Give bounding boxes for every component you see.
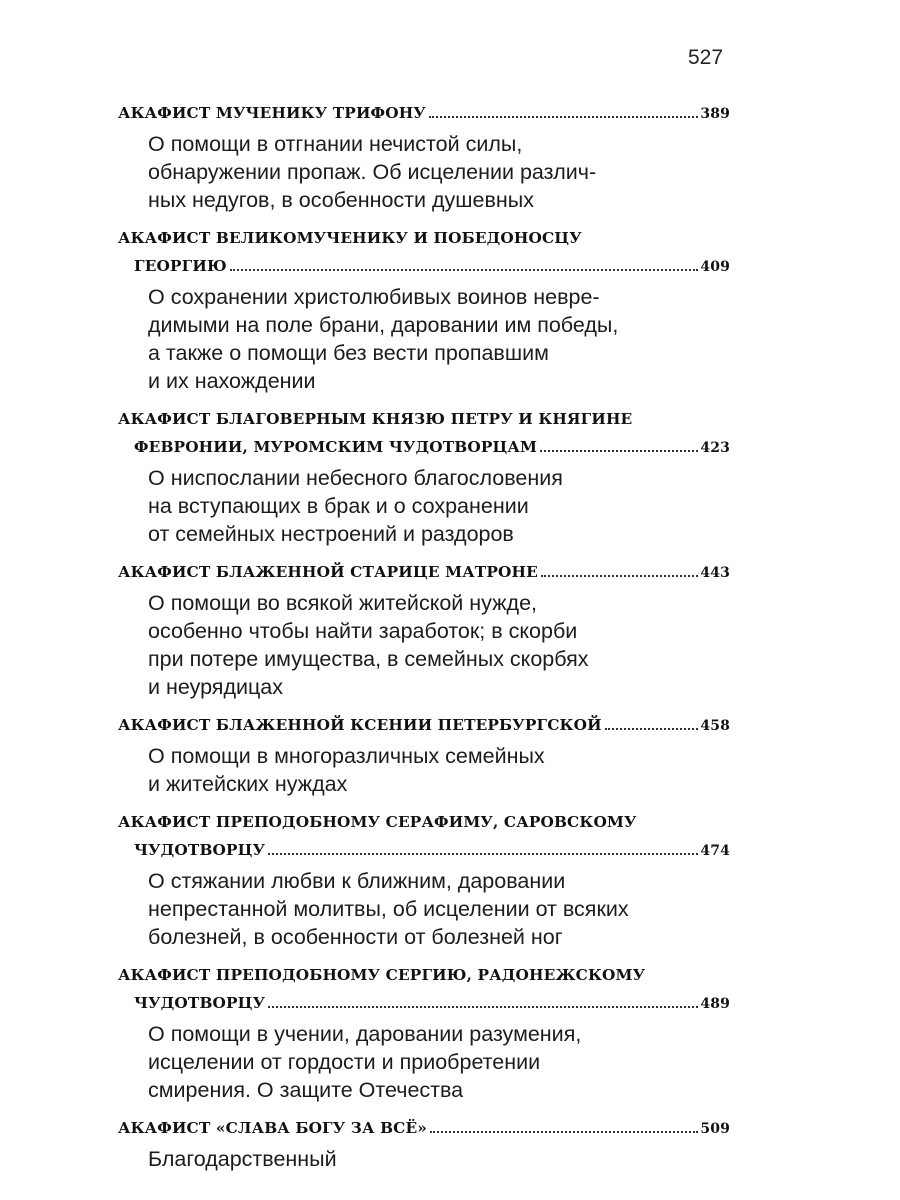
dot-leader — [540, 450, 698, 452]
dot-leader — [541, 575, 698, 577]
dot-leader — [268, 1006, 698, 1008]
entry-title-line[interactable] — [118, 558, 730, 587]
dot-leader — [230, 269, 699, 271]
toc-entry — [118, 711, 730, 798]
entry-description — [118, 130, 730, 214]
description-line: О сохранении христолюбивых воинов невре- — [148, 285, 600, 309]
description-line: от семейных нестроений и раздоров — [148, 522, 514, 546]
entry-description — [118, 867, 730, 951]
toc-entry — [118, 405, 730, 548]
entry-title-continued: ГЕОРГИЮ — [134, 257, 227, 275]
toc-entry — [118, 808, 730, 951]
entry-description — [118, 742, 730, 798]
entry-page-number: 443 — [700, 565, 730, 581]
entry-page-number: 389 — [700, 106, 730, 122]
entry-title[interactable]: АКАФИСТ БЛАГОВЕРНЫМ КНЯЗЮ ПЕТРУ И КНЯГИНЕ — [118, 410, 633, 428]
toc-entry — [118, 1114, 730, 1173]
entry-description — [118, 464, 730, 548]
description-line: а также о помощи без вести пропавшим — [148, 341, 549, 365]
description-line: О помощи в учении, даровании разумения, — [148, 1022, 582, 1046]
entry-title-continued: ФЕВРОНИИ, МУРОМСКИМ ЧУДОТВОРЦАМ — [134, 438, 538, 456]
entry-title-line[interactable] — [118, 433, 730, 462]
entry-page-number: 474 — [700, 843, 730, 859]
toc-entry — [118, 558, 730, 701]
entry-title-line[interactable] — [118, 711, 730, 740]
table-of-contents — [118, 99, 730, 1183]
description-line: особенно чтобы найти заработок; в скорби — [148, 619, 578, 643]
entry-page-number: 409 — [700, 259, 730, 275]
entry-title: АКАФИСТ «СЛАВА БОГУ ЗА ВСЁ» — [118, 1119, 428, 1137]
entry-description — [118, 283, 730, 395]
description-line: О ниспослании небесного благословения — [148, 466, 563, 490]
entry-title: АКАФИСТ МУЧЕНИКУ ТРИФОНУ — [118, 104, 426, 122]
entry-title-line[interactable] — [118, 989, 730, 1018]
entry-description — [118, 1145, 730, 1173]
entry-title-continued: ЧУДОТВОРЦУ — [134, 994, 266, 1012]
description-line: и житейских нуждах — [148, 772, 348, 796]
description-line: болезней, в особенности от болезней ног — [148, 925, 563, 949]
entry-title: АКАФИСТ БЛАЖЕННОЙ СТАРИЦЕ МАТРОНЕ — [118, 563, 538, 581]
description-line: смирения. О защите Отечества — [148, 1078, 464, 1102]
description-line: на вступающих в брак и о сохранении — [148, 494, 529, 518]
entry-title-line[interactable] — [118, 99, 730, 128]
entry-title[interactable]: АКАФИСТ ПРЕПОДОБНОМУ СЕРАФИМУ, САРОВСКОМУ — [118, 813, 637, 831]
description-line: обнаружении пропаж. Об исцелении различ- — [148, 160, 597, 184]
description-line: непрестанной молитвы, об исцелении от всяких — [148, 897, 629, 921]
toc-entry — [118, 99, 730, 214]
description-line: при потере имущества, в семейных скорбях — [148, 647, 589, 671]
dot-leader — [430, 1131, 698, 1133]
entry-title-line[interactable] — [118, 252, 730, 281]
description-line: димыми на поле брани, даровании им победы, — [148, 313, 619, 337]
entry-description — [118, 589, 730, 701]
toc-entry — [118, 961, 730, 1104]
description-line: и их нахождении — [148, 369, 316, 393]
description-line: и неурядицах — [148, 675, 284, 699]
description-line: О помощи в отгнании нечистой силы, — [148, 132, 523, 156]
entry-title-line[interactable] — [118, 1114, 730, 1143]
entry-title-continued: ЧУДОТВОРЦУ — [134, 841, 266, 859]
entry-title[interactable]: АКАФИСТ ПРЕПОДОБНОМУ СЕРГИЮ, РАДОНЕЖСКОМУ — [118, 966, 646, 984]
entry-title[interactable]: АКАФИСТ ВЕЛИКОМУЧЕНИКУ И ПОБЕДОНОСЦУ — [118, 229, 582, 247]
description-line: О помощи во всякой житейской нужде, — [148, 591, 538, 615]
page-number: 527 — [688, 46, 724, 69]
dot-leader — [429, 116, 698, 118]
toc-entry — [118, 224, 730, 395]
description-line: ных недугов, в особенности душевных — [148, 188, 535, 212]
entry-page-number: 489 — [700, 996, 730, 1012]
entry-page-number: 509 — [700, 1121, 730, 1137]
description-line: Благодарственный — [148, 1147, 337, 1171]
description-line: О помощи в многоразличных семейных — [148, 744, 545, 768]
description-line: О стяжании любви к ближним, даровании — [148, 869, 566, 893]
dot-leader — [605, 728, 699, 730]
entry-page-number: 423 — [700, 440, 730, 456]
description-line: исцелении от гордости и приобретении — [148, 1050, 541, 1074]
entry-description — [118, 1020, 730, 1104]
entry-page-number: 458 — [700, 718, 730, 734]
entry-title: АКАФИСТ БЛАЖЕННОЙ КСЕНИИ ПЕТЕРБУРГСКОЙ — [118, 716, 602, 734]
dot-leader — [268, 853, 698, 855]
entry-title-line[interactable] — [118, 836, 730, 865]
